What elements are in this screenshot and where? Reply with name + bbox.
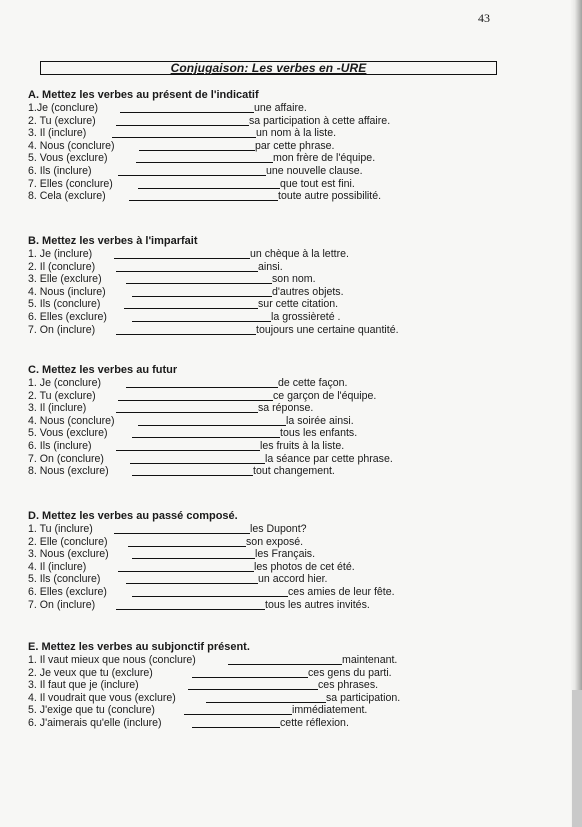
exercise-continuation: les Français. xyxy=(255,548,316,561)
answer-blank[interactable] xyxy=(184,714,292,715)
answer-blank[interactable] xyxy=(128,546,246,547)
section-title: C. Mettez les verbes au futur xyxy=(28,364,178,376)
exercise-prompt: 1. Je (inclure) xyxy=(28,248,93,260)
section-title: A. Mettez les verbes au présent de l'indicatif xyxy=(28,89,259,101)
exercise-prompt: 3. Elle (exclure) xyxy=(28,273,102,286)
exercise-row xyxy=(28,298,339,311)
exercise-prompt: 3. Nous (exclure) xyxy=(28,548,109,561)
answer-blank[interactable] xyxy=(228,664,342,665)
answer-blank[interactable] xyxy=(118,400,273,401)
exercise-row xyxy=(28,414,354,428)
answer-blank[interactable] xyxy=(118,571,254,572)
exercise-prompt: 7. On (conclure) xyxy=(28,452,104,465)
exercise-row xyxy=(28,465,335,478)
exercise-prompt: 8. Nous (exclure) xyxy=(28,465,109,478)
exercise-continuation: les fruits à la liste. xyxy=(260,439,345,452)
exercise-row xyxy=(28,285,344,299)
exercise-continuation: ces gens du parti. xyxy=(308,666,392,679)
exercise-continuation: une affaire. xyxy=(254,102,307,114)
exercise-continuation: un accord hier. xyxy=(258,573,328,586)
exercise-continuation: maintenant. xyxy=(342,654,398,666)
answer-blank[interactable] xyxy=(132,475,253,476)
exercise-section xyxy=(28,364,393,478)
exercise-prompt: 5. Ils (conclure) xyxy=(28,298,101,311)
exercise-row xyxy=(28,679,379,692)
exercise-continuation: la séance par cette phrase. xyxy=(265,452,393,465)
exercise-prompt: 1.Je (conclure) xyxy=(28,102,99,114)
exercise-prompt: 6. Ils (inclure) xyxy=(28,439,92,452)
exercise-row xyxy=(28,427,358,440)
exercise-prompt: 5. Ils (conclure) xyxy=(28,573,101,586)
answer-blank[interactable] xyxy=(116,125,249,126)
exercise-row xyxy=(28,102,307,115)
exercise-continuation: les photos de cet été. xyxy=(254,560,355,573)
exercise-prompt: 3. Il faut que je (inclure) xyxy=(28,679,139,692)
worksheet-title: Conjugaison: Les verbes en -URE xyxy=(170,61,367,75)
answer-blank[interactable] xyxy=(138,425,286,426)
exercise-continuation: son exposé. xyxy=(246,535,304,548)
exercise-continuation: sur cette citation. xyxy=(258,298,339,311)
exercise-prompt: 4. Il (inclure) xyxy=(28,560,87,573)
worksheet-title-box xyxy=(40,61,497,75)
exercise-continuation: ces phrases. xyxy=(318,679,379,692)
exercise-row xyxy=(28,666,392,680)
answer-blank[interactable] xyxy=(138,188,280,189)
exercise-prompt: 8. Cela (exclure) xyxy=(28,190,106,203)
exercise-continuation: toute autre possibilité. xyxy=(278,190,382,203)
exercise-continuation: toujours une certaine quantité. xyxy=(256,323,399,336)
exercise-prompt: 7. On (inclure) xyxy=(28,598,96,611)
answer-blank[interactable] xyxy=(132,321,271,322)
exercise-row xyxy=(28,260,283,274)
answer-blank[interactable] xyxy=(116,334,256,335)
exercise-row xyxy=(28,190,382,203)
answer-blank[interactable] xyxy=(114,533,250,534)
scan-dark-edge xyxy=(572,690,582,827)
answer-blank[interactable] xyxy=(188,689,318,690)
exercise-prompt: 7. Elles (conclure) xyxy=(28,177,113,190)
exercise-prompt: 4. Il voudrait que vous (exclure) xyxy=(28,691,176,704)
exercise-continuation: que tout est fini. xyxy=(280,177,355,190)
answer-blank[interactable] xyxy=(116,412,258,413)
answer-blank[interactable] xyxy=(192,677,308,678)
exercise-prompt: 2. Elle (conclure) xyxy=(28,535,108,548)
answer-blank[interactable] xyxy=(126,583,258,584)
exercise-row xyxy=(28,598,370,612)
answer-blank[interactable] xyxy=(124,308,258,309)
exercise-prompt: 2. Je veux que tu (exclure) xyxy=(28,666,153,679)
exercise-continuation: tout changement. xyxy=(253,465,335,478)
exercise-row xyxy=(28,452,393,466)
exercise-prompt: 6. Ils (inclure) xyxy=(28,164,92,177)
exercise-continuation: un chèque à la lettre. xyxy=(250,248,349,260)
exercise-prompt: 6. J'aimerais qu'elle (inclure) xyxy=(28,716,162,729)
section-title: E. Mettez les verbes au subjonctif présent. xyxy=(28,641,250,653)
answer-blank[interactable] xyxy=(206,702,326,703)
exercise-row xyxy=(28,389,377,403)
exercise-row xyxy=(28,164,363,178)
exercise-continuation: mon frère de l'équipe. xyxy=(273,152,376,165)
exercise-row xyxy=(28,310,341,324)
exercise-continuation: sa participation à cette affaire. xyxy=(249,114,391,127)
exercise-continuation: les Dupont? xyxy=(250,523,307,535)
exercise-prompt: 5. J'exige que tu (conclure) xyxy=(28,704,155,717)
answer-blank[interactable] xyxy=(116,271,258,272)
exercise-continuation: immédiatement. xyxy=(292,704,368,717)
answer-blank[interactable] xyxy=(118,175,266,176)
exercise-prompt: 2. Tu (exclure) xyxy=(28,114,96,127)
exercise-prompt: 6. Elles (exclure) xyxy=(28,585,107,598)
exercise-row xyxy=(28,548,316,561)
exercise-row xyxy=(28,402,314,415)
exercise-prompt: 1. Il vaut mieux que nous (conclure) xyxy=(28,654,196,666)
exercise-row xyxy=(28,439,345,453)
exercise-continuation: ainsi. xyxy=(258,260,283,273)
exercise-row xyxy=(28,139,335,153)
section-title: D. Mettez les verbes au passé composé. xyxy=(28,510,238,522)
exercise-prompt: 1. Je (conclure) xyxy=(28,377,102,389)
exercise-prompt: 6. Elles (exclure) xyxy=(28,310,107,323)
exercise-continuation: sa réponse. xyxy=(258,402,314,415)
exercise-prompt: 3. Il (inclure) xyxy=(28,127,87,140)
exercise-section xyxy=(28,510,395,611)
page-number: 43 xyxy=(478,11,490,25)
answer-blank[interactable] xyxy=(139,150,255,151)
exercise-prompt: 5. Vous (exclure) xyxy=(28,427,108,440)
exercise-prompt: 2. Tu (exclure) xyxy=(28,389,96,402)
exercise-row xyxy=(28,523,307,536)
answer-blank[interactable] xyxy=(132,558,255,559)
exercise-continuation: un nom à la liste. xyxy=(256,127,337,140)
exercise-row xyxy=(28,716,349,730)
exercise-continuation: la grossièreté . xyxy=(271,310,341,323)
answer-blank[interactable] xyxy=(130,463,265,464)
answer-blank[interactable] xyxy=(120,112,254,113)
answer-blank[interactable] xyxy=(132,596,288,597)
answer-blank[interactable] xyxy=(116,450,260,451)
exercise-row xyxy=(28,152,376,165)
exercise-continuation: tous les autres invités. xyxy=(265,598,370,611)
exercise-row xyxy=(28,691,401,705)
exercise-row xyxy=(28,114,391,128)
exercise-section xyxy=(28,89,391,203)
answer-blank[interactable] xyxy=(132,437,280,438)
exercise-row xyxy=(28,573,328,586)
exercise-row xyxy=(28,535,304,549)
exercise-row xyxy=(28,560,355,574)
answer-blank[interactable] xyxy=(136,162,273,163)
exercise-continuation: de cette façon. xyxy=(278,377,348,389)
exercise-row xyxy=(28,654,398,667)
exercise-row xyxy=(28,177,355,191)
exercise-row xyxy=(28,704,368,717)
exercise-prompt: 4. Nous (inclure) xyxy=(28,285,106,298)
exercise-row xyxy=(28,273,316,286)
exercise-prompt: 1. Tu (inclure) xyxy=(28,523,93,535)
answer-blank[interactable] xyxy=(126,283,272,284)
answer-blank[interactable] xyxy=(192,727,280,728)
exercise-prompt: 4. Nous (conclure) xyxy=(28,414,115,427)
answer-blank[interactable] xyxy=(132,296,272,297)
exercise-continuation: ce garçon de l'équipe. xyxy=(273,389,377,402)
exercise-prompt: 2. Il (conclure) xyxy=(28,260,96,273)
exercise-row xyxy=(28,377,348,390)
exercise-continuation: son nom. xyxy=(272,273,316,286)
exercise-row xyxy=(28,323,399,337)
answer-blank[interactable] xyxy=(116,609,265,610)
exercise-prompt: 4. Nous (conclure) xyxy=(28,139,115,152)
exercise-row xyxy=(28,127,337,140)
answer-blank[interactable] xyxy=(112,137,256,138)
exercise-prompt: 7. On (inclure) xyxy=(28,323,96,336)
exercise-prompt: 5. Vous (exclure) xyxy=(28,152,108,165)
exercise-prompt: 3. Il (inclure) xyxy=(28,402,87,415)
exercise-row xyxy=(28,248,349,261)
exercise-continuation: par cette phrase. xyxy=(255,139,335,152)
exercise-continuation: tous les enfants. xyxy=(280,427,358,440)
exercise-continuation: sa participation. xyxy=(326,691,401,704)
exercise-section xyxy=(28,235,399,336)
exercise-continuation: cette réflexion. xyxy=(280,716,349,729)
exercise-row xyxy=(28,585,395,599)
exercise-continuation: une nouvelle clause. xyxy=(266,164,363,177)
answer-blank[interactable] xyxy=(126,387,278,388)
exercise-continuation: d'autres objets. xyxy=(272,285,344,298)
answer-blank[interactable] xyxy=(129,200,278,201)
answer-blank[interactable] xyxy=(114,258,250,259)
exercise-continuation: ces amies de leur fête. xyxy=(288,585,395,598)
exercise-section xyxy=(28,641,401,730)
section-title: B. Mettez les verbes à l'imparfait xyxy=(28,235,198,247)
exercise-continuation: la soirée ainsi. xyxy=(286,414,354,427)
